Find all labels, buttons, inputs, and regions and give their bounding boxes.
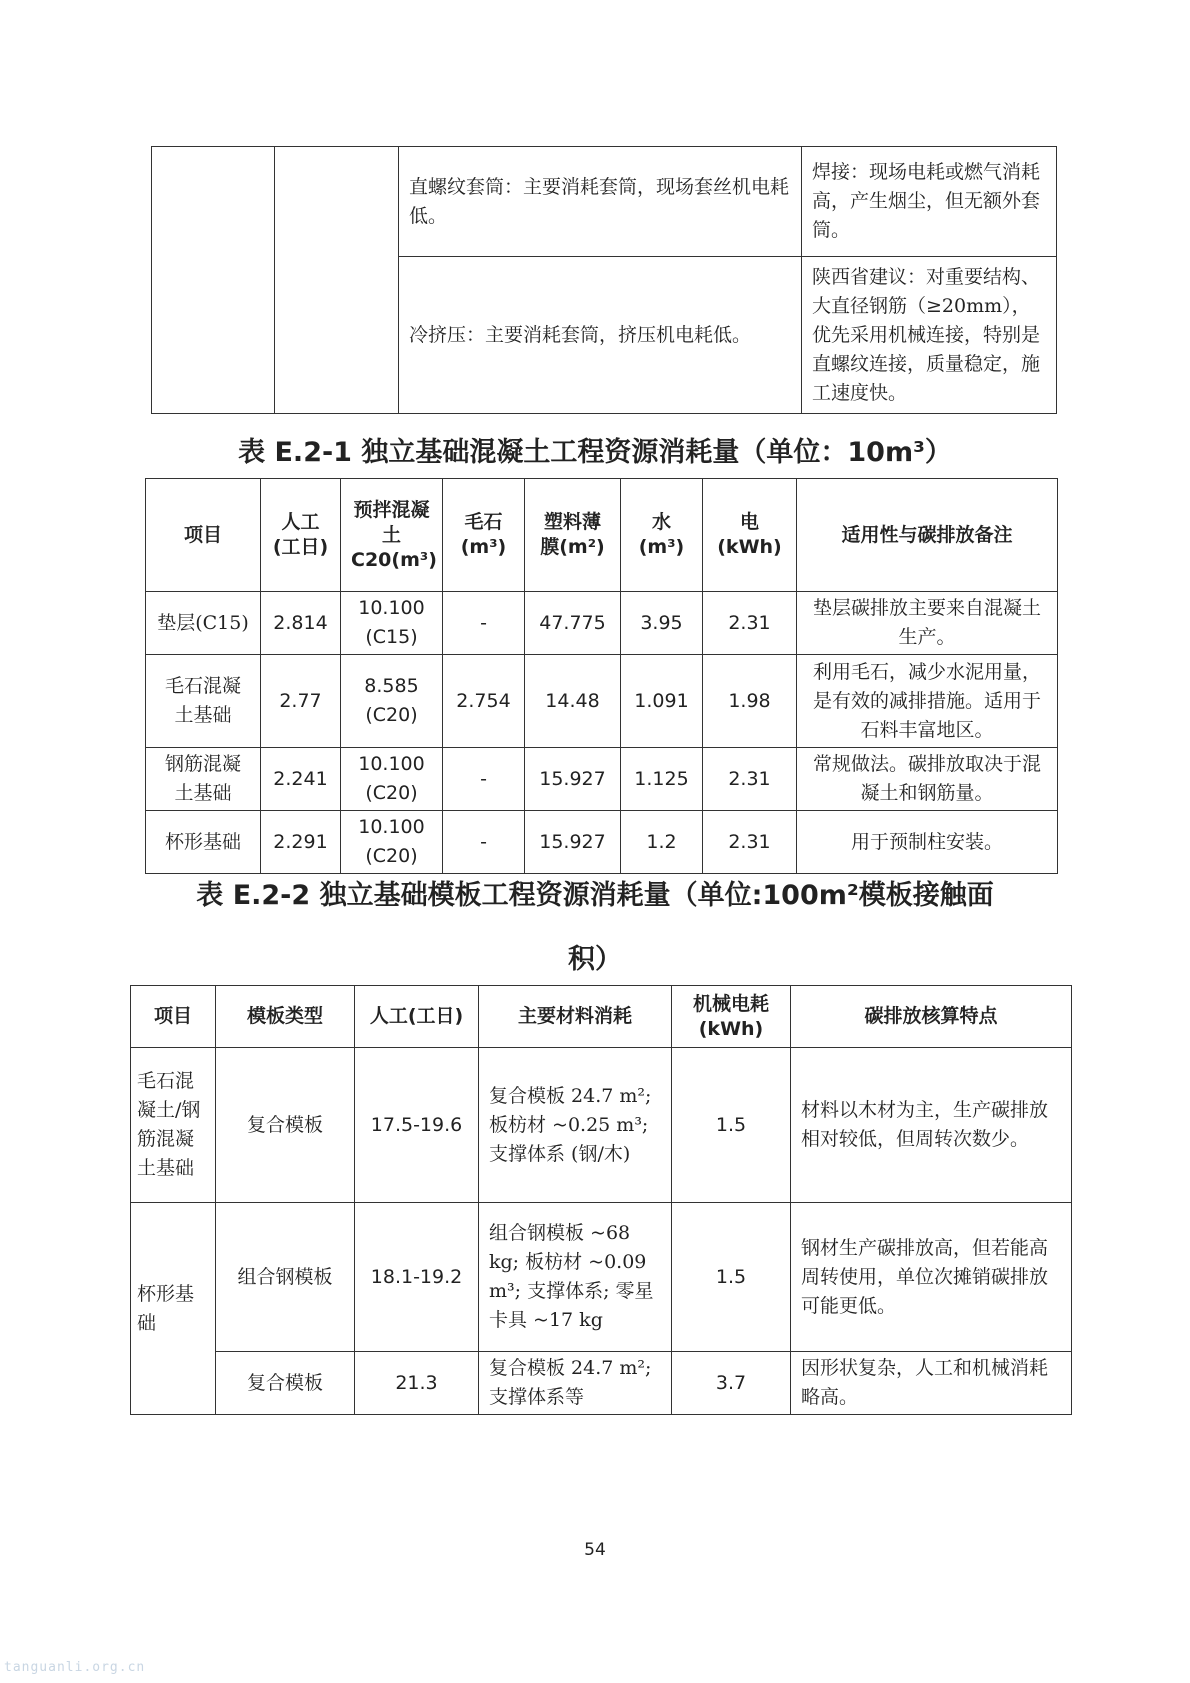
method-cell: 直螺纹套筒：主要消耗套筒，现场套丝机电耗低。 — [399, 147, 802, 257]
item-cell: 杯形基础 — [146, 811, 261, 874]
note-cell: 因形状复杂，人工和机械消耗略高。 — [791, 1352, 1072, 1415]
note-cell: 焊接：现场电耗或燃气消耗高，产生烟尘，但无额外套筒。 — [802, 147, 1057, 257]
table-row — [131, 1203, 1072, 1352]
value-cell: 10.100 (C15) — [341, 592, 443, 655]
value-cell: 1.98 — [703, 655, 797, 748]
note-cell: 材料以木材为主，生产碳排放相对较低，但周转次数少。 — [791, 1048, 1072, 1203]
table2-title-line1: 表 E.2-2 独立基础模板工程资源消耗量（单位:100m²模板接触面 — [196, 880, 994, 911]
table-row — [146, 811, 1058, 874]
value-cell: - — [443, 811, 525, 874]
value-cell: 2.754 — [443, 655, 525, 748]
concrete-table — [145, 478, 1058, 874]
table2-title-line2: 积） — [568, 944, 622, 975]
header-cell: 主要材料消耗 — [479, 986, 672, 1048]
value-cell: 1.5 — [672, 1048, 791, 1203]
value-cell: 18.1-19.2 — [355, 1203, 479, 1352]
table-row — [131, 1352, 1072, 1415]
value-cell: 3.7 — [672, 1352, 791, 1415]
value-cell: 17.5-19.6 — [355, 1048, 479, 1203]
header-cell: 项目 — [131, 986, 216, 1048]
header-cell: 预拌混凝土C20(m³) — [341, 479, 443, 592]
formwork-table — [130, 985, 1072, 1415]
value-cell: 2.814 — [261, 592, 341, 655]
value-cell: 2.291 — [261, 811, 341, 874]
header-cell: 毛石(m³) — [443, 479, 525, 592]
page-number: 54 — [584, 1540, 606, 1560]
note-cell: 陕西省建议：对重要结构、大直径钢筋（≥20mm），优先采用机械连接，特别是直螺纹连接，质量稳定，施工速度快。 — [802, 257, 1057, 414]
table-row — [146, 655, 1058, 748]
note-cell: 垫层碳排放主要来自混凝土生产。 — [797, 592, 1058, 655]
value-cell: 1.125 — [621, 748, 703, 811]
item-cell: 毛石混凝土/钢筋混凝土基础 — [131, 1048, 216, 1203]
empty-cell — [152, 147, 275, 414]
type-cell: 复合模板 — [216, 1048, 355, 1203]
item-cell: 毛石混凝土基础 — [146, 655, 261, 748]
item-cell: 垫层(C15) — [146, 592, 261, 655]
value-cell: 3.95 — [621, 592, 703, 655]
value-cell: 2.31 — [703, 811, 797, 874]
table-row — [146, 748, 1058, 811]
material-cell: 复合模板 24.7 m²; 板枋材 ~0.25 m³; 支撑体系 (钢/木) — [479, 1048, 672, 1203]
table-row — [146, 592, 1058, 655]
header-cell: 项目 — [146, 479, 261, 592]
continuation-table — [151, 146, 1057, 414]
value-cell: 14.48 — [525, 655, 621, 748]
header-cell: 适用性与碳排放备注 — [797, 479, 1058, 592]
value-cell: 8.585 (C20) — [341, 655, 443, 748]
header-row — [146, 479, 1058, 592]
value-cell: 2.31 — [703, 592, 797, 655]
value-cell: 15.927 — [525, 748, 621, 811]
watermark: tanguanli.org.cn — [4, 1660, 146, 1675]
table1-title: 表 E.2-1 独立基础混凝土工程资源消耗量（单位：10m³） — [238, 437, 952, 468]
material-cell: 复合模板 24.7 m²; 支撑体系等 — [479, 1352, 672, 1415]
header-cell: 塑料薄膜(m²) — [525, 479, 621, 592]
header-cell: 人工(工日) — [261, 479, 341, 592]
value-cell: 1.5 — [672, 1203, 791, 1352]
method-cell: 冷挤压：主要消耗套筒，挤压机电耗低。 — [399, 257, 802, 414]
note-cell: 钢材生产碳排放高，但若能高周转使用，单位次摊销碳排放可能更低。 — [791, 1203, 1072, 1352]
value-cell: 2.31 — [703, 748, 797, 811]
value-cell: - — [443, 748, 525, 811]
note-cell: 用于预制柱安装。 — [797, 811, 1058, 874]
header-cell: 水(m³) — [621, 479, 703, 592]
value-cell: 2.241 — [261, 748, 341, 811]
header-cell: 机械电耗(kWh) — [672, 986, 791, 1048]
value-cell: 10.100 (C20) — [341, 811, 443, 874]
value-cell: 10.100 (C20) — [341, 748, 443, 811]
type-cell: 组合钢模板 — [216, 1203, 355, 1352]
header-cell: 人工(工日) — [355, 986, 479, 1048]
item-cell: 钢筋混凝土基础 — [146, 748, 261, 811]
value-cell: 1.091 — [621, 655, 703, 748]
header-cell: 电(kWh) — [703, 479, 797, 592]
table-row — [131, 1048, 1072, 1203]
value-cell: 47.775 — [525, 592, 621, 655]
value-cell: 21.3 — [355, 1352, 479, 1415]
header-cell: 模板类型 — [216, 986, 355, 1048]
value-cell: 15.927 — [525, 811, 621, 874]
item-cell: 杯形基础 — [131, 1203, 216, 1415]
value-cell: 1.2 — [621, 811, 703, 874]
material-cell: 组合钢模板 ~68 kg; 板枋材 ~0.09 m³; 支撑体系; 零星卡具 ~17 kg — [479, 1203, 672, 1352]
empty-cell — [275, 147, 399, 414]
value-cell: 2.77 — [261, 655, 341, 748]
note-cell: 常规做法。碳排放取决于混凝土和钢筋量。 — [797, 748, 1058, 811]
note-cell: 利用毛石，减少水泥用量，是有效的减排措施。适用于石料丰富地区。 — [797, 655, 1058, 748]
header-cell: 碳排放核算特点 — [791, 986, 1072, 1048]
value-cell: - — [443, 592, 525, 655]
type-cell: 复合模板 — [216, 1352, 355, 1415]
header-row — [131, 986, 1072, 1048]
